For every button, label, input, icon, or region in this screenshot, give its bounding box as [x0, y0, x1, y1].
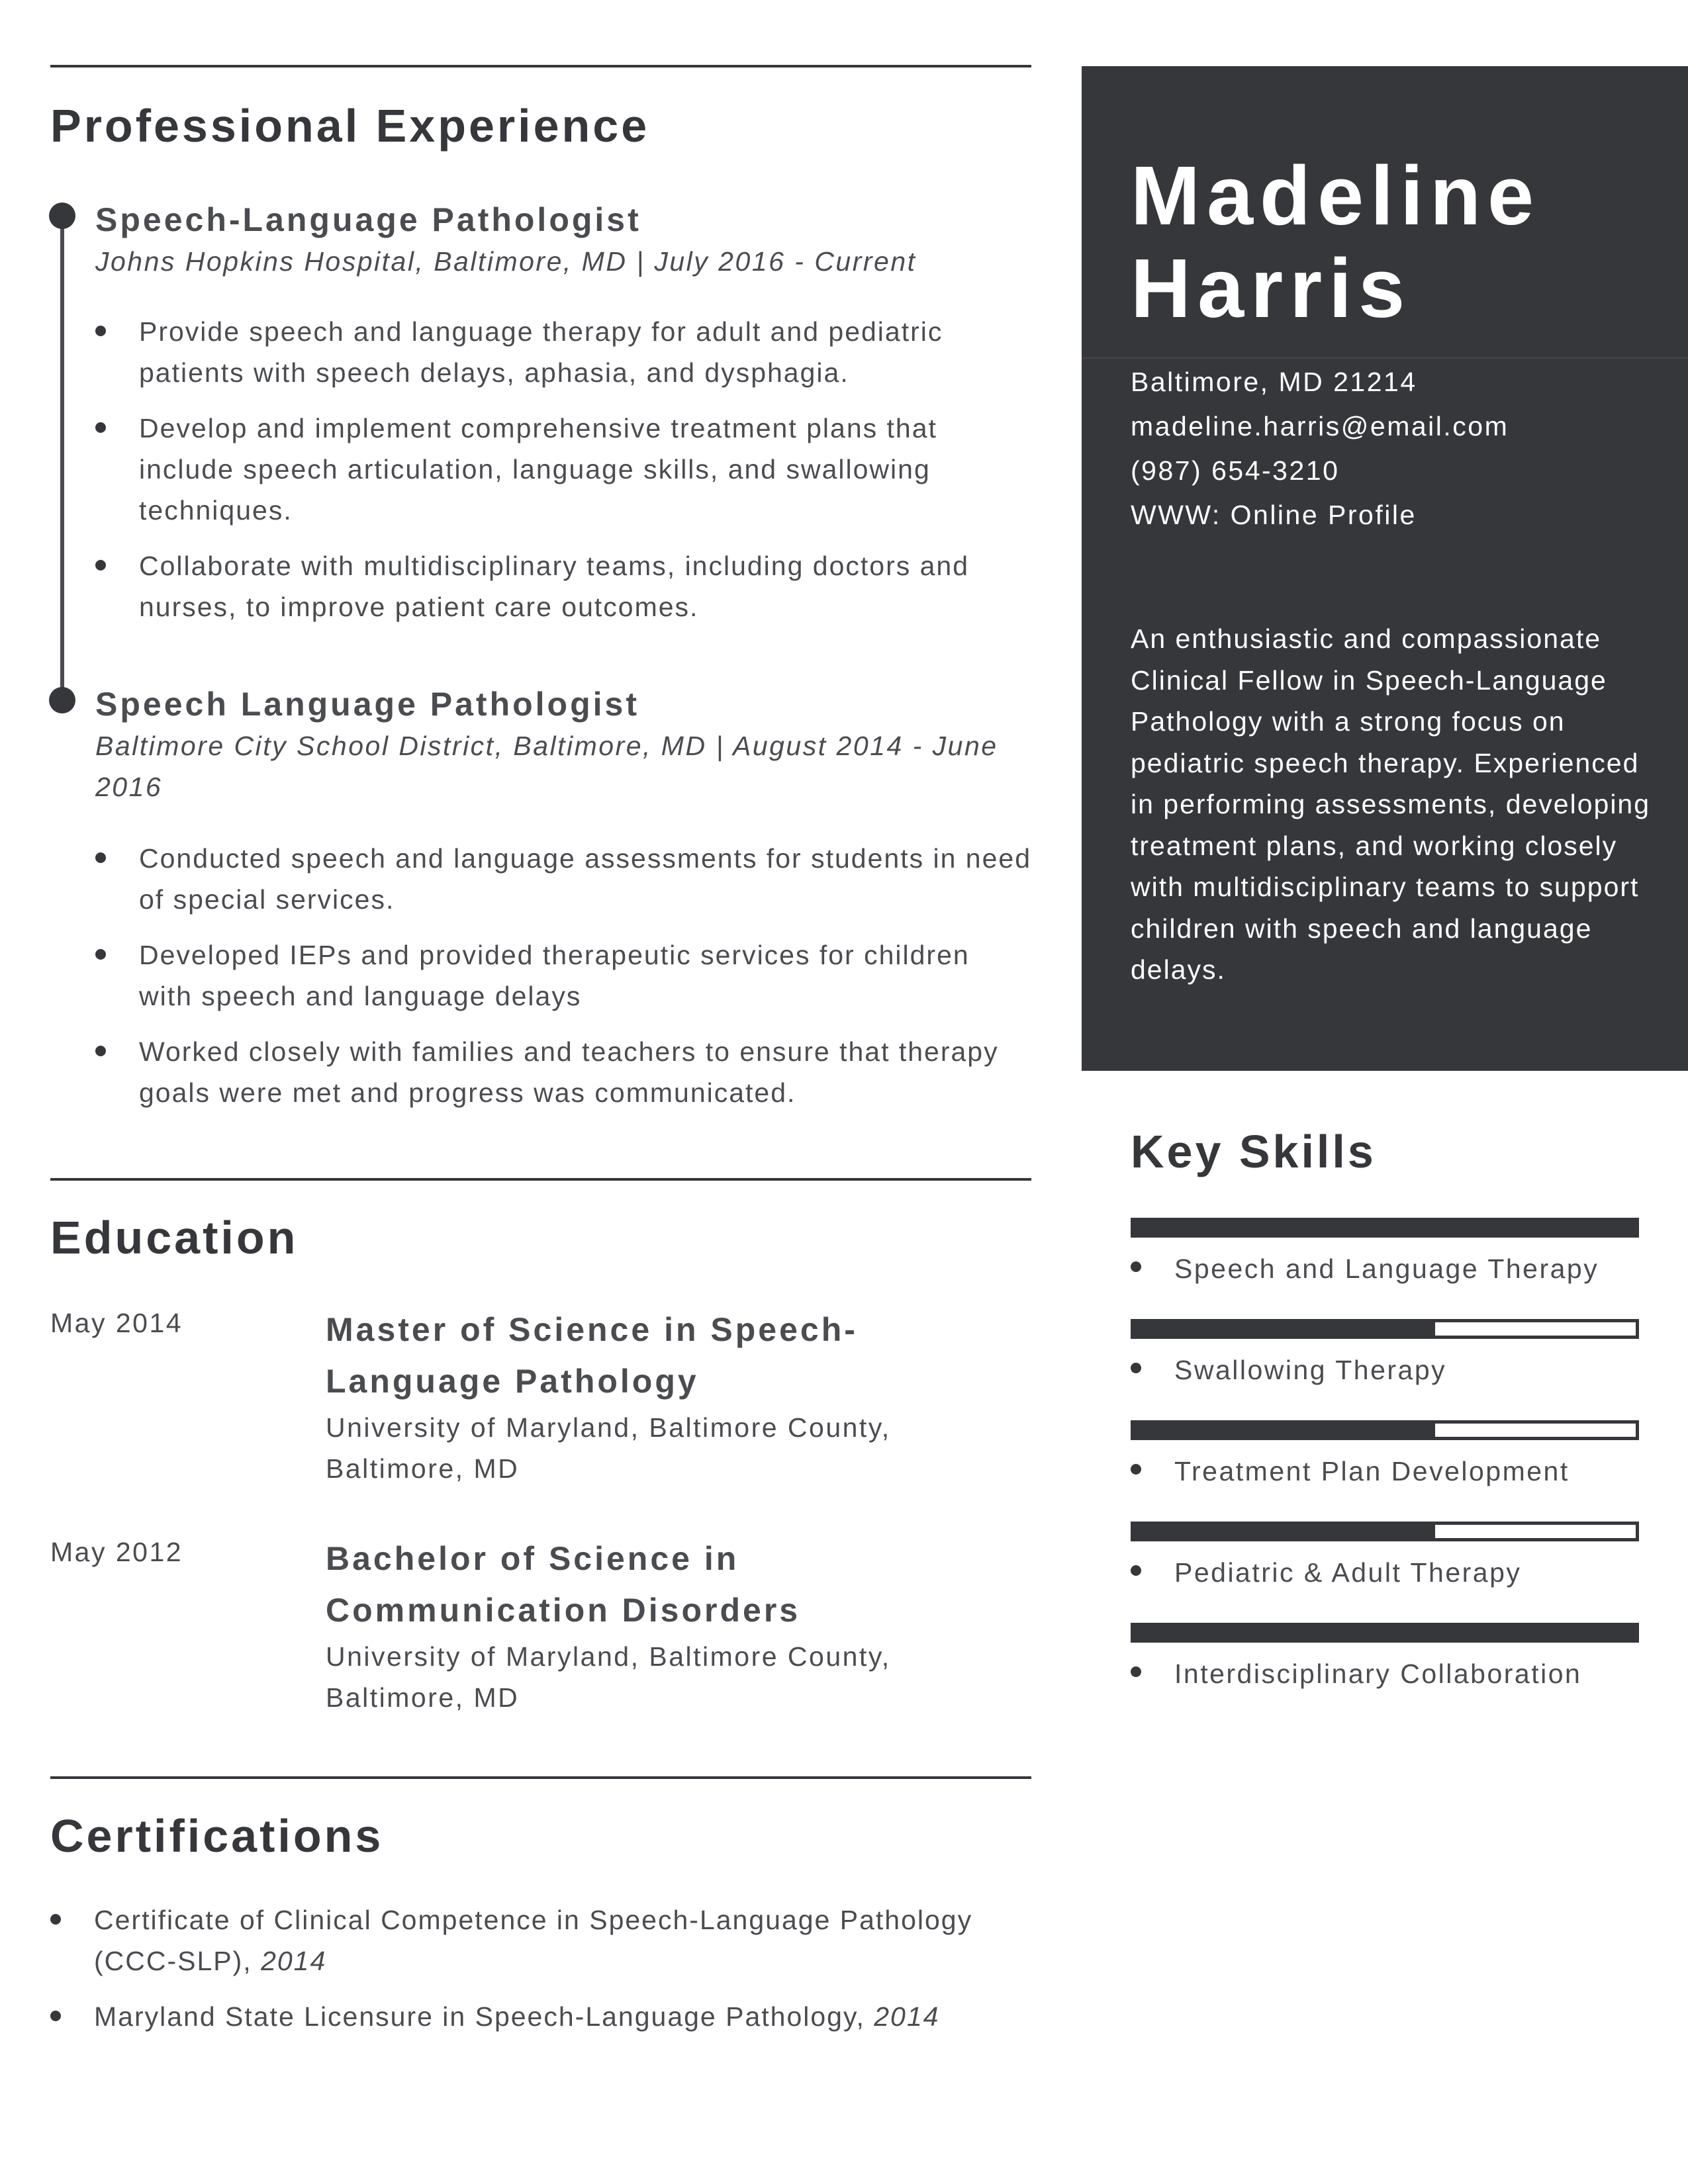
candidate-name: [1131, 150, 1673, 335]
skill-label: Speech and Language Therapy: [1131, 1248, 1599, 1289]
skills-heading: Key Skills: [1131, 1126, 1376, 1177]
last-name: Harris: [1131, 242, 1412, 335]
job-title: Speech Language Pathologist: [95, 686, 639, 723]
section-rule: [50, 1178, 1031, 1181]
list-item: Provide speech and language therapy for adult and pediatric patients with speech delays, aphasia, and dysphagia.: [95, 311, 1031, 393]
skill-label: Pediatric & Adult Therapy: [1131, 1552, 1521, 1593]
job-bullets: [95, 838, 1031, 1113]
job-meta: Baltimore City School District, Baltimore, MD | August 2014 - June 2016: [95, 731, 998, 802]
list-item: Developed IEPs and provided therapeutic services for children with speech and language delays: [95, 934, 1031, 1017]
certification-year: 2014: [261, 1946, 327, 1976]
education-date: May 2014: [50, 1308, 183, 1338]
education-degree: Master of Science in Speech-Language Pathology: [326, 1311, 858, 1400]
job-entry: [95, 199, 1031, 642]
education-school: University of Maryland, Baltimore County, Baltimore, MD: [326, 1412, 891, 1484]
education-entry: [326, 1533, 1031, 1718]
timeline-dot: [49, 203, 75, 229]
contact-phone: (987) 654-3210: [1131, 455, 1340, 486]
certification-text: Certificate of Clinical Competence in Speech-Language Pathology (CCC-SLP),: [94, 1905, 973, 1976]
first-name: Madeline: [1131, 149, 1541, 242]
section-rule: [50, 1776, 1031, 1779]
skill-level-fill: [1134, 1626, 1636, 1639]
experience-heading: Professional Experience: [50, 100, 650, 152]
certifications-heading: Certifications: [50, 1810, 384, 1862]
job-bullets: [95, 311, 1031, 627]
profile-summary: An enthusiastic and compassionate Clinical Fellow in Speech-Language Pathology with a strong focus on pediatric speech therapy. Experienced in performing assessments, developing treatment plans, and working closely with multidisciplinary teams to support children with speech and language delays.: [1131, 623, 1651, 985]
list-item: Worked closely with families and teachers to ensure that therapy goals were met and progress was communicated.: [95, 1031, 1031, 1113]
panel-divider: [1082, 357, 1688, 359]
list-item: [50, 1996, 1031, 2037]
section-rule: [50, 65, 1031, 68]
education-entry: [326, 1304, 1031, 1489]
skill-label: Interdisciplinary Collaboration: [1131, 1653, 1581, 1694]
skill-level-fill: [1134, 1322, 1435, 1336]
skill-level-bar: [1131, 1420, 1639, 1440]
skill-level-fill: [1134, 1424, 1435, 1437]
education-degree: Bachelor of Science in Communication Disorders: [326, 1540, 801, 1629]
list-item: [50, 1899, 1031, 1981]
education-date: May 2012: [50, 1537, 183, 1567]
list-item: Collaborate with multidisciplinary teams, including doctors and nurses, to improve patient care outcomes.: [95, 545, 1031, 627]
job-meta: Johns Hopkins Hospital, Baltimore, MD | July 2016 - Current: [95, 246, 917, 277]
contact-email[interactable]: madeline.harris@email.com: [1131, 411, 1509, 441]
skill-level-bar: [1131, 1522, 1639, 1541]
certification-year: 2014: [874, 2001, 940, 2032]
skill-level-fill: [1134, 1525, 1435, 1538]
skill-level-fill: [1134, 1221, 1636, 1234]
certification-text: Maryland State Licensure in Speech-Language Pathology,: [94, 2001, 874, 2032]
skill-level-bar: [1131, 1218, 1639, 1238]
contact-block: [1131, 360, 1673, 537]
skill-label: Treatment Plan Development: [1131, 1451, 1570, 1492]
certifications-list: [50, 1899, 1031, 2052]
skill-level-bar: [1131, 1623, 1639, 1643]
education-heading: Education: [50, 1212, 299, 1263]
job-entry: [95, 683, 1031, 1128]
job-title: Speech-Language Pathologist: [95, 201, 641, 238]
contact-website[interactable]: WWW: Online Profile: [1131, 500, 1417, 530]
skill-label: Swallowing Therapy: [1131, 1349, 1446, 1390]
contact-address: Baltimore, MD 21214: [1131, 367, 1417, 397]
list-item: Develop and implement comprehensive treatment plans that include speech articulation, language skills, and swallowing techniques.: [95, 408, 1031, 531]
timeline-line: [60, 213, 64, 700]
education-school: University of Maryland, Baltimore County, Baltimore, MD: [326, 1641, 891, 1713]
timeline-dot: [49, 687, 75, 713]
skill-level-bar: [1131, 1319, 1639, 1339]
list-item: Conducted speech and language assessments for students in need of special services.: [95, 838, 1031, 920]
